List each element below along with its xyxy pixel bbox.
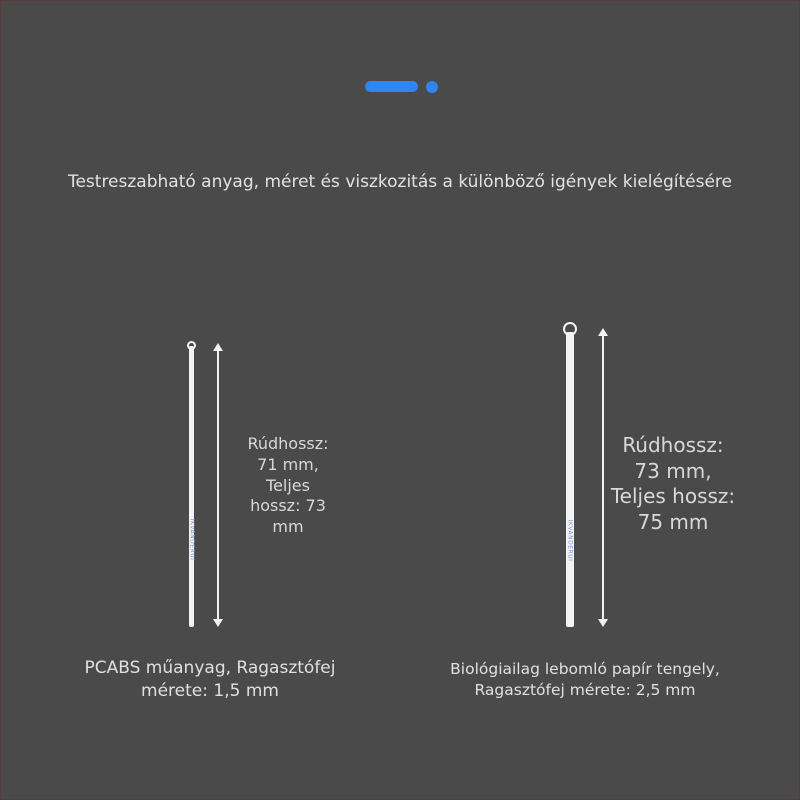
dimension-label-right bbox=[598, 433, 748, 535]
stick-brand-label: IKVANDERUI bbox=[188, 518, 195, 561]
dimension-line: Rúdhossz: bbox=[622, 433, 724, 457]
caption-line: PCABS műanyag, Ragasztófej bbox=[84, 658, 336, 678]
dimension-line: hossz: 73 bbox=[250, 496, 326, 516]
dimension-line: Teljes bbox=[266, 475, 310, 495]
dimension-line: Rúdhossz: bbox=[247, 434, 329, 453]
swab-stick-paper bbox=[566, 332, 574, 627]
dimension-line: Teljes hossz: bbox=[610, 484, 736, 509]
dimension-line: mm bbox=[272, 517, 304, 537]
swab-stick-plastic bbox=[189, 346, 194, 627]
caption-right bbox=[420, 659, 750, 701]
caption-left bbox=[40, 657, 380, 703]
dimension-line: 75 mm bbox=[637, 509, 709, 534]
caption-line: mérete: 1,5 mm bbox=[141, 680, 279, 701]
dimension-line: 71 mm, bbox=[257, 454, 319, 474]
headline: Testreszabható anyag, méret és viszkozitás a különböző igények kielégítésére bbox=[67, 172, 733, 192]
pager-indicator-active[interactable] bbox=[365, 81, 418, 92]
length-arrow-left bbox=[213, 343, 223, 627]
arrow-head-down-icon bbox=[598, 619, 608, 627]
dimension-line: 73 mm, bbox=[634, 458, 712, 483]
stick-brand-label: IKVANDERUI bbox=[566, 519, 574, 562]
pager-indicator-dot[interactable] bbox=[426, 81, 438, 93]
arrow-head-down-icon bbox=[213, 619, 223, 627]
dimension-label-left bbox=[232, 434, 344, 538]
caption-line: Biológiailag lebomló papír tengely, bbox=[450, 660, 720, 678]
arrow-shaft bbox=[217, 349, 219, 621]
carousel-pager bbox=[0, 80, 800, 92]
caption-line: Ragasztófej mérete: 2,5 mm bbox=[474, 680, 696, 699]
